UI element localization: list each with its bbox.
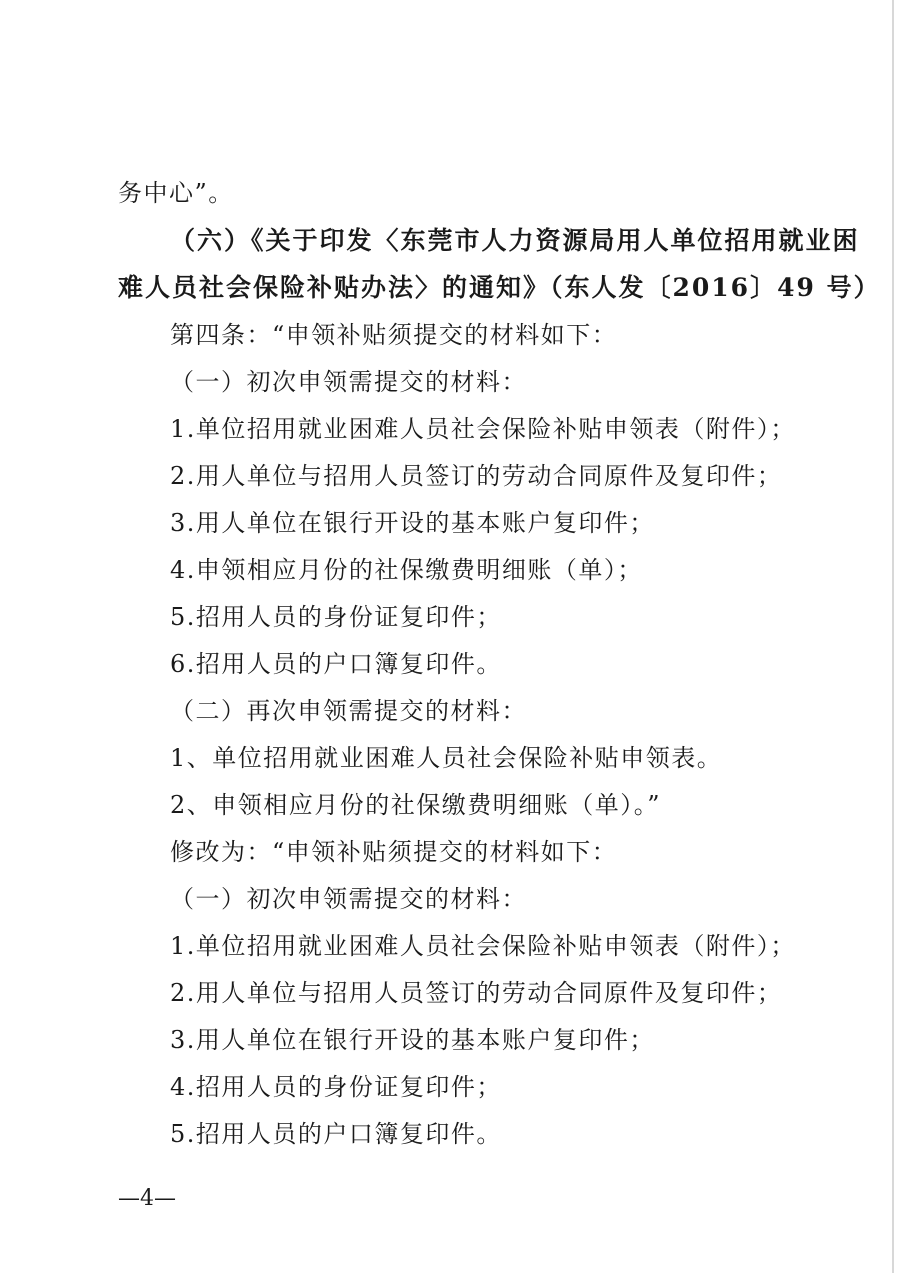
amended-intro: 修改为：“申领补贴须提交的材料如下：	[170, 838, 618, 866]
list-item: 4.申领相应月份的社保缴费明细账（单）；	[170, 556, 643, 584]
page-number: —4—	[118, 1186, 176, 1211]
list-item: 2、申领相应月份的社保缴费明细账（单）。”	[170, 791, 662, 819]
list-item: 2.用人单位与招用人员签订的劳动合同原件及复印件；	[170, 462, 783, 490]
text-line-continuation: 务中心”。	[118, 179, 234, 207]
first-application-heading: （一）初次申领需提交的材料：	[170, 368, 527, 396]
list-item: 1.单位招用就业困难人员社会保险补贴申领表（附件）；	[170, 932, 796, 960]
list-item: 5.招用人员的身份证复印件；	[170, 603, 502, 631]
list-item: 2.用人单位与招用人员签订的劳动合同原件及复印件；	[170, 979, 783, 1007]
list-item: 3.用人单位在银行开设的基本账户复印件；	[170, 509, 655, 537]
list-item: 5.招用人员的户口簿复印件。	[170, 1120, 502, 1148]
section-heading-line-2: 难人员社会保险补贴办法〉的通知》（东人发〔2016〕49 号）	[118, 273, 881, 302]
list-item: 1、单位招用就业困难人员社会保险补贴申领表。	[170, 744, 723, 772]
section-heading-line-1: （六）《关于印发〈东莞市人力资源局用人单位招用就业困	[170, 226, 860, 255]
repeat-application-heading: （二）再次申领需提交的材料：	[170, 697, 527, 725]
list-item: 4.招用人员的身份证复印件；	[170, 1073, 502, 1101]
article-four-intro: 第四条：“申领补贴须提交的材料如下：	[170, 321, 618, 349]
list-item: 1.单位招用就业困难人员社会保险补贴申领表（附件）；	[170, 415, 796, 443]
list-item: 3.用人单位在银行开设的基本账户复印件；	[170, 1026, 655, 1054]
amended-first-application-heading: （一）初次申领需提交的材料：	[170, 885, 527, 913]
scan-edge-divider	[892, 0, 894, 1273]
list-item: 6.招用人员的户口簿复印件。	[170, 650, 502, 678]
